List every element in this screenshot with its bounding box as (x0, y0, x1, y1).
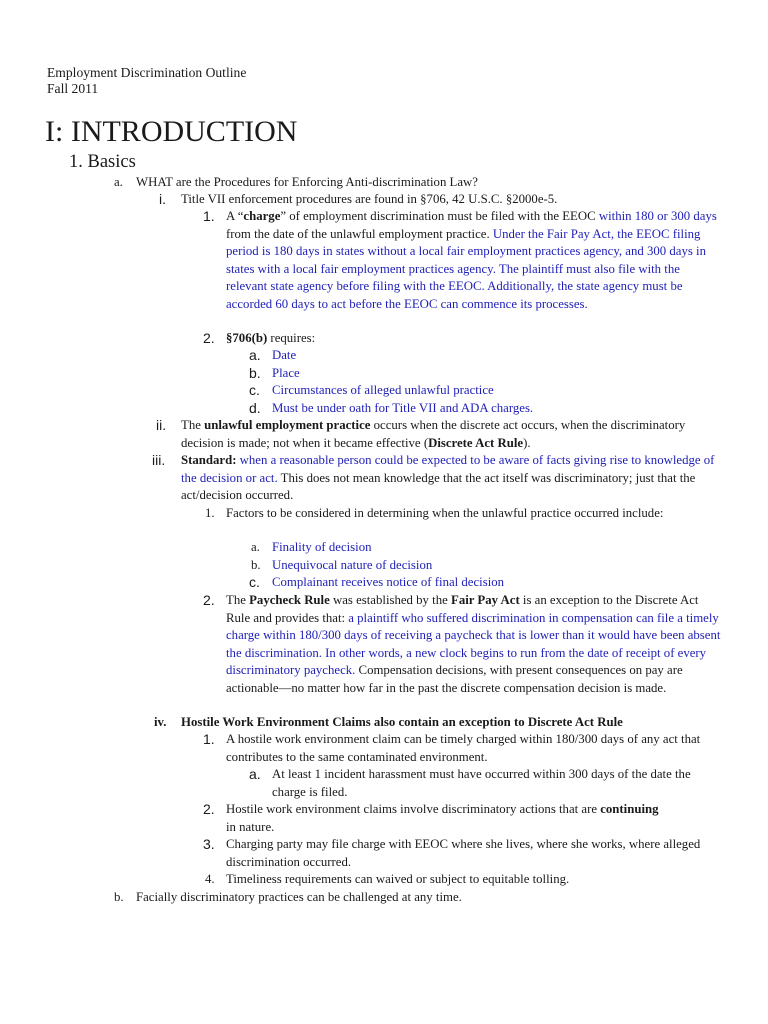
outline-item-iv-4: Timeliness requirements can waived or subject to equitable tolling. (226, 872, 570, 886)
outline-item-iv-2 (226, 801, 666, 836)
outline-item-iv-3: Charging party may file charge with EEOC where she lives, where she works, where alleged discrimination occurred. (226, 837, 701, 869)
subsection-marker: 1. (69, 152, 83, 172)
list-marker: d. (249, 400, 261, 416)
list-item: Date (272, 348, 297, 362)
text-run-highlight: Under the Fair Pay Act, the EEOC filing period is 180 days in states without a local fair employment practices agency, and 300 days in states with a local fair employment practices agency. The plaintiff must also file with the relevant state agency before filing with the EEOC. Additionally, the state agency must be accorded 60 days to act before the EEOC can commence its processes. (226, 226, 706, 311)
section-heading: I: INTRODUCTION (45, 115, 298, 148)
subsection-heading (69, 151, 136, 173)
list-marker: a. (249, 347, 261, 363)
text-run: The (181, 418, 205, 432)
list-marker: i. (159, 191, 166, 207)
text-run: A “ (226, 209, 244, 223)
outline-item-i: Title VII enforcement procedures are found in §706, 42 U.S.C. §2000e-5. (181, 192, 558, 206)
text-run: in nature. (226, 819, 275, 834)
text-run: ). (523, 435, 531, 450)
text-run: from the date of the unlawful employment practice. (226, 226, 493, 241)
text-run: occurs when the discrete act occurs, when the discriminatory decision is made; not when it became effective ( (181, 418, 686, 450)
outline-item-ii (181, 417, 701, 452)
text-run-highlight: when a reasonable person could be expected to be aware of facts giving rise to knowledge of the decision or act. (181, 453, 715, 485)
list-marker: c. (249, 574, 260, 590)
text-run: Compensation decisions, with present consequences on pay are actionable—no matter how far in the past the discrete compensation decision is made. (226, 663, 683, 695)
list-marker: a. (114, 175, 123, 189)
outline-item-i-2 (226, 330, 315, 348)
list-marker: b. (249, 365, 261, 381)
list-item: Must be under oath for Title VII and ADA charges. (272, 401, 534, 415)
text-run-highlight: within 180 or 300 days (598, 209, 717, 223)
text-run-bold: continuing (600, 802, 659, 816)
outline-item-b: Facially discriminatory practices can be challenged at any time. (136, 890, 462, 904)
text-run-bold: Discrete Act Rule (428, 435, 524, 450)
list-marker: 1. (203, 731, 215, 747)
list-item: Circumstances of alleged unlawful practice (272, 383, 494, 397)
outline-item-iv-1-a: At least 1 incident harassment must have occurred within 300 days of the date the charge is filed. (272, 767, 691, 799)
document-title: Employment Discrimination Outline (47, 65, 247, 80)
text-run-bold: Standard: (181, 453, 237, 467)
outline-item-iii-1: Factors to be considered in determining when the unlawful practice occurred include: (226, 506, 664, 520)
outline-item-a: WHAT are the Procedures for Enforcing Anti-discrimination Law? (136, 175, 478, 189)
list-marker: 1. (203, 208, 215, 224)
list-marker: ii. (156, 417, 167, 433)
text-run-bold: §706(b) (226, 331, 268, 345)
list-marker: b. (114, 890, 124, 904)
list-marker: iv. (154, 715, 167, 729)
list-marker: a. (251, 540, 260, 554)
text-run-bold: charge (243, 209, 281, 223)
text-run-bold: Paycheck Rule (249, 593, 330, 607)
list-marker: 3. (203, 836, 215, 852)
text-run-bold: Fair Pay Act (451, 593, 520, 607)
list-item: Unequivocal nature of decision (272, 558, 433, 572)
outline-item-iv-1: A hostile work environment claim can be timely charged within 180/300 days of any act that contributes to the same contaminated environment. (226, 732, 701, 764)
list-marker: 2. (203, 330, 215, 346)
text-run: This does not mean knowledge that the act itself was discriminatory; just that the act/decision occurred. (181, 470, 696, 503)
text-run-bold: unlawful employment practice (204, 418, 371, 432)
text-run: Hostile work environment claims involve discriminatory actions that are (226, 802, 601, 816)
list-marker: a. (249, 766, 261, 782)
list-marker: iii. (152, 452, 166, 468)
list-marker: 2. (203, 801, 215, 817)
outline-item-i-1 (226, 208, 723, 314)
list-item: Complainant receives notice of final decision (272, 575, 505, 589)
list-marker: 4. (205, 872, 215, 886)
text-run: requires: (267, 331, 316, 345)
list-marker: c. (249, 382, 260, 398)
list-marker: 2. (203, 592, 215, 608)
text-run: is an exception to the Discrete Act Rule and provides that: (226, 593, 699, 625)
subsection-title: Basics (87, 152, 136, 172)
text-run-highlight: a plaintiff who suffered discrimination in compensation can file a timely charge within 180/300 days of receiving a paycheck that is lower than it would have been absent the discrimination. In other words, a new clock begins to run from the date of receipt of every discriminatory paycheck. (226, 610, 721, 678)
list-marker: b. (251, 558, 261, 572)
document-term: Fall 2011 (47, 81, 99, 96)
text-run: The (226, 593, 250, 607)
outline-item-iii-2 (226, 592, 723, 698)
list-marker: 1. (205, 506, 215, 520)
list-item: Place (272, 366, 300, 380)
outline-item-iv: Hostile Work Environment Claims also contain an exception to Discrete Act Rule (181, 715, 623, 729)
text-run: was established by the (329, 593, 451, 607)
text-run: ” of employment discrimination must be filed with the EEOC (280, 209, 599, 223)
list-item: Finality of decision (272, 540, 372, 554)
outline-item-iii (181, 452, 721, 505)
